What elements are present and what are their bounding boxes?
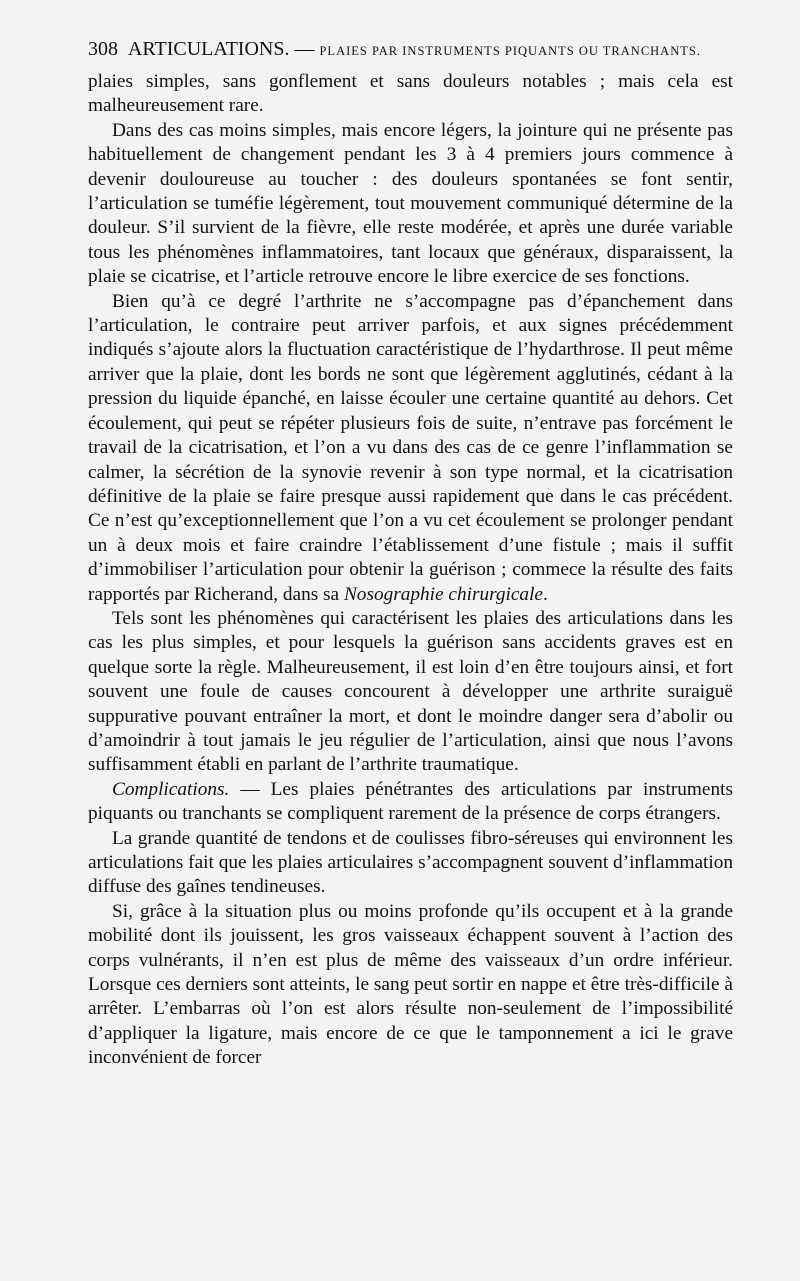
body-text <box>88 70 733 1071</box>
paragraph-6: La grande quantité de tendons et de coulisses fibro-séreuses qui environnent les articulations fait que les plaies articulaires s’accompagnent souvent d’inflammation diffuse des gaînes tendineuses. <box>88 827 733 898</box>
book-title: Nosographie chirurgicale <box>343 583 543 605</box>
section-title: ARTICULATIONS. <box>127 38 290 60</box>
page <box>88 34 733 1071</box>
complications-heading: Complications. <box>112 778 230 800</box>
paragraph-7: Si, grâce à la situation plus ou moins profonde qu’ils occupent et à la grande mobilité dont ils jouissent, les gros vaisseaux échappent souvent à l’action des corps vulnérants, il n’en est plus de même des vaisseaux d’un ordre inférieur. Lorsque ces derniers sont atteints, le sang peut sortir en nappe et être très-difficile à arrêter. L’embarras où l’on est alors résulte non-seulement de l’impossibilité d’appliquer la ligature, mais encore de ce que le tamponnement a ici le grave inconvénient de forcer <box>88 900 733 1069</box>
running-header <box>88 34 733 66</box>
paragraph-5: Complications. — Les plaies pénétrantes des articulations par instruments piquants ou tranchants se compliquent rarement de la présence de corps étrangers. <box>88 778 733 825</box>
header-subtitle: PLAIES PAR INSTRUMENTS PIQUANTS OU TRANCHANTS. <box>319 44 701 58</box>
paragraph-1: plaies simples, sans gonflement et sans douleurs notables ; mais cela est malheureusement rare. <box>88 71 733 117</box>
header-dash: — <box>294 38 315 60</box>
page-number: 308 <box>88 38 118 60</box>
paragraph-4: Tels sont les phénomènes qui caractérisent les plaies des articulations dans les cas les plus simples, et pour lesquels la guérison sans accidents graves est en quelque sorte la règle. Malheureusement, il est loin d’en être toujours ainsi, et fort souvent une foule de causes concourent à développer une arthrite suraiguë suppurative pouvant entraîner la mort, et dont le moindre danger sera d’abolir ou d’amoindrir à tout jamais le jeu régulier de l’articulation, ainsi que nous l’avons suffisamment établi en parlant de l’arthrite traumatique. <box>88 607 733 776</box>
paragraph-3: Bien qu’à ce degré l’arthrite ne s’accompagne pas d’épanchement dans l’articulation, le contraire peut arriver parfois, et aux signes précédemment indiqués s’ajoute alors la fluctuation caractéristique de l’hydarthrose. Il peut même arriver que la plaie, dont les bords ne sont que légèrement agglutinés, cédant à la pression du liquide épanché, en laisse écouler une certaine quantité au dehors. Cet écoulement, qui peut se répéter plusieurs fois de suite, n’entrave pas forcément le travail de la cicatrisation, et l’on a vu dans des cas de ce genre l’inflammation se calmer, la sécrétion de la synovie revenir à son type normal, et la cicatrisation définitive de la plaie se faire presque aussi rapidement que dans le cas précédent. Ce n’est qu’exceptionnellement que l’on a vu cet écoulement se prolonger pendant un à deux mois et faire craindre l’établissement d’une fistule ; mais il suffit d’immobiliser l’articulation pour obtenir la guérison ; commece la résulte des faits rapportés par Richerand, dans sa Nosographie chirurgicale. <box>88 290 733 605</box>
paragraph-2: Dans des cas moins simples, mais encore légers, la jointure qui ne présente pas habituellement de changement pendant les 3 à 4 premiers jours commence à devenir douloureuse au toucher : des douleurs spontanées se font sentir, l’articulation se tuméfie légèrement, tout mouvement communiqué détermine de la douleur. S’il survient de la fièvre, elle reste modérée, et après une durée variable tous les phénomènes inflammatoires, tant locaux que généraux, disparaissent, la plaie se cicatrise, et l’article retrouve encore le libre exercice de ses fonctions. <box>88 119 733 288</box>
